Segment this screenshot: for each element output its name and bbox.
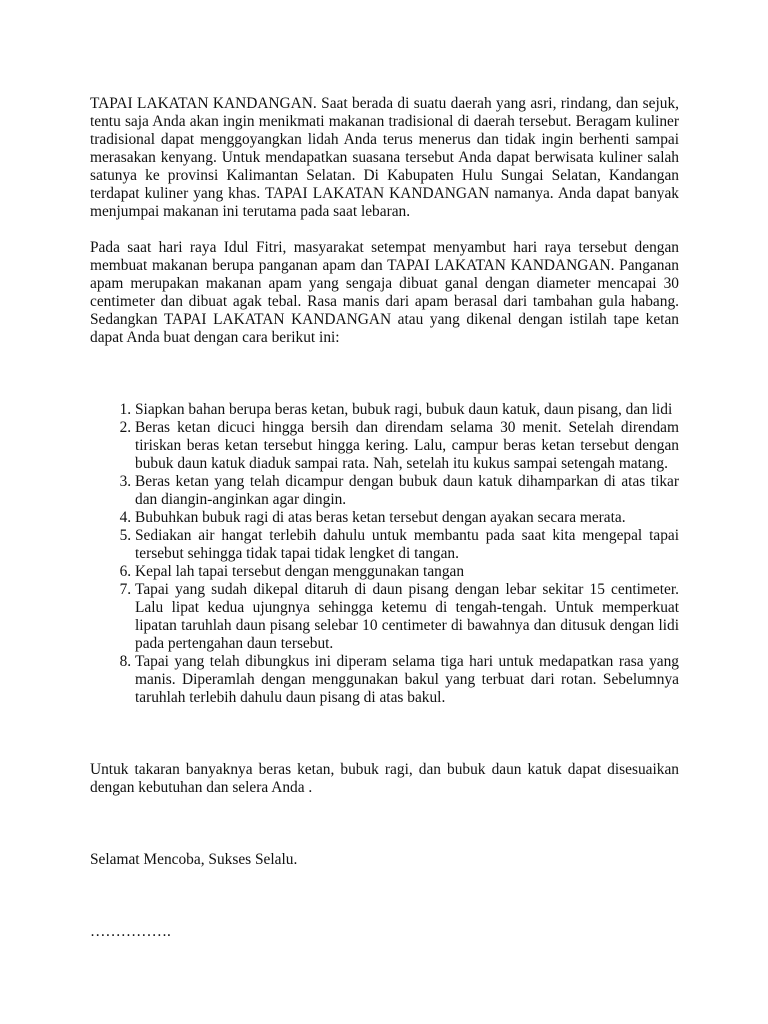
list-item: 4. Bubuhkan bubuk ragi di atas beras ketan tersebut dengan ayakan secara merata. <box>135 509 679 527</box>
list-item: 7. Tapai yang sudah dikepal ditaruh di daun pisang dengan lebar sekitar 15 centimeter. Lalu lipat kedua ujungnya sehingga ketemu di tengah-tengah. Untuk memperkuat lipatan taruhlah daun pisang selebar 10 centimeter di bawahnya dan ditusuk dengan lidi pada pertengahan daun tersebut. <box>135 581 679 653</box>
list-item: 5. Sediakan air hangat terlebih dahulu untuk membantu pada saat kita mengepal tapai tersebut sehingga tidak tapai tidak lengket di tangan. <box>135 527 679 563</box>
second-paragraph: Pada saat hari raya Idul Fitri, masyarakat setempat menyambut hari raya tersebut dengan membuat makanan berupa panganan apam dan TAPAI LAKATAN KANDANGAN. Panganan apam merupakan makanan apam yang sengaja dibuat ganal dengan diameter mencapai 30 centimeter dan dibuat agak tebal. Rasa manis dari apam berasal dari tambahan gula habang. Sedangkan TAPAI LAKATAN KANDANGAN atau yang dikenal dengan istilah tape ketan dapat Anda buat dengan cara berikut ini: <box>90 239 679 346</box>
closing-paragraph: Untuk takaran banyaknya beras ketan, bubuk ragi, dan bubuk daun katuk dapat disesuaikan dengan kebutuhan dan selera Anda . <box>90 761 679 796</box>
list-item: 1. Siapkan bahan berupa beras ketan, bubuk ragi, bubuk daun katuk, daun pisang, dan lidi <box>135 401 679 419</box>
steps-list <box>90 401 679 707</box>
ellipsis-line: ……………. <box>90 923 171 940</box>
list-item: 8. Tapai yang telah dibungkus ini diperam selama tiga hari untuk medapatkan rasa yang manis. Diperamlah dengan menggunakan bakul yang terbuat dari rotan. Sebelumnya taruhlah terlebih dahulu daun pisang di atas bakul. <box>135 653 679 707</box>
list-item: 2. Beras ketan dicuci hingga bersih dan direndam selama 30 menit. Setelah direndam tiriskan beras ketan tersebut hingga kering. Lalu, campur beras ketan tersebut dengan bubuk daun katuk diaduk sampai rata. Nah, setelah itu kukus sampai setengah matang. <box>135 419 679 473</box>
intro-paragraph: TAPAI LAKATAN KANDANGAN. Saat berada di suatu daerah yang asri, rindang, dan sejuk, tentu saja Anda akan ingin menikmati makanan tradisional di daerah tersebut. Beragam kuliner tradisional dapat menggoyangkan lidah Anda terus menerus dan tidak ingin berhenti sampai merasakan kenyang. Untuk mendapatkan suasana tersebut Anda dapat berwisata kuliner salah satunya ke provinsi Kalimantan Selatan. Di Kabupaten Hulu Sungai Selatan, Kandangan terdapat kuliner yang khas. TAPAI LAKATAN KANDANGAN namanya. Anda dapat banyak menjumpai makanan ini terutama pada saat lebaran. <box>90 95 679 220</box>
list-item: 3. Beras ketan yang telah dicampur dengan bubuk daun katuk dihamparkan di atas tikar dan diangin-anginkan agar dingin. <box>135 473 679 509</box>
document-page <box>90 95 679 941</box>
list-item: 6. Kepal lah tapai tersebut dengan menggunakan tangan <box>135 563 679 581</box>
greeting-line: Selamat Mencoba, Sukses Selalu. <box>90 851 298 868</box>
